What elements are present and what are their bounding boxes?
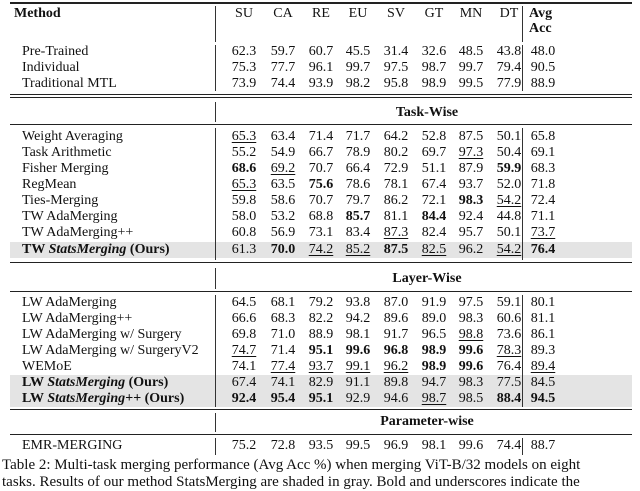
table-cell: 50.1: [496, 225, 522, 240]
table-cell: 67.4: [421, 177, 447, 192]
table-cell: 45.5: [345, 44, 371, 59]
table-cell: 77.7: [270, 60, 296, 75]
table-cell: 79.2: [308, 295, 334, 310]
table-cell: 68.6: [231, 161, 257, 176]
header-col-sv: SV: [387, 6, 405, 21]
table-cell: 62.3: [231, 44, 257, 59]
table-cell: 69.8: [231, 327, 257, 342]
table-cell: 48.0: [530, 44, 556, 59]
table-cell: 66.4: [345, 161, 371, 176]
table-row: [10, 60, 632, 76]
table-row: [10, 242, 632, 258]
method-name-part: StatsMerging: [48, 242, 127, 257]
table-cell: 91.9: [421, 295, 447, 310]
table-cell: 87.5: [383, 242, 409, 257]
table-row: [10, 44, 632, 60]
table-row: [10, 343, 632, 359]
table-cell: 87.5: [458, 129, 484, 144]
table-cell: 98.8: [458, 327, 484, 342]
table-cell: 81.1: [530, 311, 556, 326]
table-cell: 69.7: [421, 145, 447, 160]
table-cell: 51.1: [421, 161, 447, 176]
table-cell: 54.2: [496, 242, 522, 257]
table-cell: 73.1: [308, 225, 334, 240]
table-cell: 98.3: [458, 375, 484, 390]
table-cell: 97.3: [458, 145, 484, 160]
table-cell: 91.7: [383, 327, 409, 342]
table-cell: 73.6: [496, 327, 522, 342]
table-row: [10, 145, 632, 161]
table-cell: 99.7: [458, 60, 484, 75]
table-cell: 59.1: [496, 295, 522, 310]
table-cell: 79.4: [496, 60, 522, 75]
method-name: [22, 242, 170, 258]
table-cell: 78.9: [345, 145, 371, 160]
table-cell: 96.9: [383, 438, 409, 453]
table-cell: 68.3: [270, 311, 296, 326]
header-col-ca: CA: [273, 6, 293, 21]
table-cell: 73.7: [530, 225, 556, 240]
table-cell: 99.6: [458, 359, 484, 374]
table-cell: 65.8: [530, 129, 556, 144]
table-row: [10, 193, 632, 209]
table-cell: 64.5: [231, 295, 257, 310]
avg-line2: Acc: [529, 21, 552, 36]
table-row: [10, 438, 632, 454]
method-name: WEMoE: [22, 359, 72, 374]
header-avg-acc: [529, 6, 569, 36]
table-cell: 99.6: [458, 438, 484, 453]
table-cell: 92.9: [345, 391, 371, 406]
table-cell: 95.1: [308, 343, 334, 358]
method-name-part: LW: [22, 391, 48, 406]
table-cell: 75.6: [308, 177, 334, 192]
table-cell: 69.2: [270, 161, 296, 176]
table-cell: 72.9: [383, 161, 409, 176]
method-name: RegMean: [22, 177, 77, 192]
method-name: Pre-Trained: [22, 44, 89, 59]
header-col-eu: EU: [348, 6, 368, 21]
table-cell: 90.5: [530, 60, 556, 75]
table-cell: 74.4: [496, 438, 522, 453]
method-name: Traditional MTL: [22, 76, 117, 91]
table-cell: 88.9: [530, 76, 556, 91]
table-cell: 71.8: [530, 177, 556, 192]
table-cell: 99.6: [345, 343, 371, 358]
table-row: [10, 129, 632, 145]
caption-line-2: tasks. Results of our method StatsMerging are shaded in gray. Bold and underscores indicate the: [2, 474, 580, 490]
table-cell: 98.1: [421, 438, 447, 453]
table-cell: 97.5: [383, 60, 409, 75]
table-cell: 97.5: [458, 295, 484, 310]
table-cell: 99.5: [345, 438, 371, 453]
table-cell: 92.4: [458, 209, 484, 224]
header-method: Method: [14, 6, 61, 21]
header-col-mn: MN: [459, 6, 483, 21]
table-cell: 67.4: [231, 375, 257, 390]
header-col-dt: DT: [499, 6, 519, 21]
table-cell: 82.2: [308, 311, 334, 326]
table-cell: 78.1: [383, 177, 409, 192]
table-cell: 60.6: [496, 311, 522, 326]
header-col-re: RE: [312, 6, 330, 21]
table-cell: 95.4: [270, 391, 296, 406]
table-cell: 74.4: [270, 76, 296, 91]
table-cell: 89.8: [383, 375, 409, 390]
table-cell: 99.5: [458, 76, 484, 91]
table-cell: 70.7: [308, 193, 334, 208]
table-cell: 99.6: [458, 343, 484, 358]
table-cell: 56.9: [270, 225, 296, 240]
table-cell: 76.4: [530, 242, 556, 257]
method-name-part: (Ours): [126, 242, 170, 257]
table-cell: 43.8: [496, 44, 522, 59]
table-cell: 89.4: [530, 359, 556, 374]
table-cell: 91.1: [345, 375, 371, 390]
rule: [10, 262, 632, 263]
table-cell: 88.9: [308, 327, 334, 342]
table-cell: 59.8: [231, 193, 257, 208]
table-cell: 98.9: [421, 76, 447, 91]
table-cell: 52.0: [496, 177, 522, 192]
rule: [10, 291, 632, 292]
rule: [10, 434, 632, 435]
method-name-part: StatsMerging++: [47, 391, 142, 406]
table-cell: 72.8: [270, 438, 296, 453]
table-cell: 84.5: [530, 375, 556, 390]
table-cell: 72.1: [421, 193, 447, 208]
table-cell: 87.0: [383, 295, 409, 310]
method-name-part: (Ours): [125, 375, 169, 390]
method-name: TW AdaMerging: [22, 209, 118, 224]
table-cell: 66.7: [308, 145, 334, 160]
method-name-part: (Ours): [141, 391, 185, 406]
table-cell: 88.7: [530, 438, 556, 453]
table-cell: 93.7: [458, 177, 484, 192]
table-cell: 88.4: [496, 391, 522, 406]
table-cell: 98.1: [345, 327, 371, 342]
table-cell: 74.1: [270, 375, 296, 390]
table-cell: 98.9: [421, 359, 447, 374]
table-cell: 93.8: [345, 295, 371, 310]
table-cell: 89.0: [421, 311, 447, 326]
double-rule-b: [10, 97, 632, 98]
table-cell: 86.1: [530, 327, 556, 342]
header-col-gt: GT: [424, 6, 444, 21]
table-cell: 74.2: [308, 242, 334, 257]
table-cell: 60.8: [231, 225, 257, 240]
table-cell: 95.7: [458, 225, 484, 240]
table-cell: 52.8: [421, 129, 447, 144]
table-cell: 85.7: [345, 209, 371, 224]
double-rule-a: [10, 94, 632, 95]
table-cell: 98.2: [345, 76, 371, 91]
table-cell: 93.7: [308, 359, 334, 374]
top-rule: [10, 2, 632, 4]
table-cell: 64.2: [383, 129, 409, 144]
table-cell: 95.8: [383, 76, 409, 91]
method-name: [22, 391, 184, 407]
table-row: [10, 391, 632, 407]
table-cell: 74.1: [231, 359, 257, 374]
table-cell: 73.9: [231, 76, 257, 91]
table-cell: 53.2: [270, 209, 296, 224]
table-cell: 59.9: [496, 161, 522, 176]
table-cell: 61.3: [231, 242, 257, 257]
method-name: LW AdaMerging: [22, 295, 117, 310]
table-cell: 68.3: [530, 161, 556, 176]
table-cell: 96.1: [308, 60, 334, 75]
table-row: [10, 76, 632, 92]
table-row: [10, 225, 632, 241]
table-cell: 94.7: [421, 375, 447, 390]
table-cell: 60.7: [308, 44, 334, 59]
section-parameter-wise: Parameter-wise: [380, 414, 474, 429]
table-cell: 94.5: [530, 391, 556, 406]
table-row: [10, 209, 632, 225]
table-cell: 89.6: [383, 311, 409, 326]
table-cell: 68.8: [308, 209, 334, 224]
table-row: [10, 177, 632, 193]
table-cell: 69.1: [530, 145, 556, 160]
table-cell: 59.7: [270, 44, 296, 59]
table-cell: 50.4: [496, 145, 522, 160]
table-cell: 98.3: [458, 311, 484, 326]
table-cell: 83.4: [345, 225, 371, 240]
table-cell: 71.7: [345, 129, 371, 144]
avg-line1: Avg: [529, 6, 553, 21]
table-cell: 68.1: [270, 295, 296, 310]
table-row: [10, 161, 632, 177]
section-layer-wise: Layer-Wise: [392, 271, 462, 286]
table-cell: 95.1: [308, 391, 334, 406]
table-cell: 87.3: [383, 225, 409, 240]
table-cell: 74.7: [231, 343, 257, 358]
table-cell: 98.7: [421, 60, 447, 75]
table-cell: 65.3: [231, 129, 257, 144]
table-cell: 58.6: [270, 193, 296, 208]
table-cell: 58.0: [231, 209, 257, 224]
caption-line-1: Table 2: Multi-task merging performance (Avg Acc %) when merging ViT-B/32 models on eight: [2, 457, 581, 473]
method-name-part: StatsMerging: [47, 375, 126, 390]
table-cell: 80.2: [383, 145, 409, 160]
method-name: Fisher Merging: [22, 161, 109, 176]
method-name: LW AdaMerging w/ Surgery: [22, 327, 182, 342]
table-cell: 87.9: [458, 161, 484, 176]
table-cell: 96.2: [383, 359, 409, 374]
table-row: [10, 295, 632, 311]
table-cell: 75.2: [231, 438, 257, 453]
table-cell: 54.2: [496, 193, 522, 208]
table-cell: 93.5: [308, 438, 334, 453]
method-name: TW AdaMerging++: [22, 225, 134, 240]
method-name: Ties-Merging: [22, 193, 99, 208]
method-name-part: LW: [22, 375, 48, 390]
section-task-wise: Task-Wise: [395, 105, 459, 120]
method-name: Weight Averaging: [22, 129, 123, 144]
table-cell: 54.9: [270, 145, 296, 160]
table-cell: 98.3: [458, 193, 484, 208]
table-cell: 31.4: [383, 44, 409, 59]
table-cell: 32.6: [421, 44, 447, 59]
table-cell: 78.3: [496, 343, 522, 358]
table-cell: 82.4: [421, 225, 447, 240]
table-cell: 98.7: [421, 391, 447, 406]
table-cell: 44.8: [496, 209, 522, 224]
method-name: LW AdaMerging++: [22, 311, 133, 326]
table-row: [10, 375, 632, 391]
table-cell: 71.4: [308, 129, 334, 144]
table-row: [10, 359, 632, 375]
table-cell: 70.0: [270, 242, 296, 257]
rule: [10, 409, 632, 410]
method-name: EMR-MERGING: [22, 438, 123, 453]
table-cell: 99.7: [345, 60, 371, 75]
table-cell: 63.5: [270, 177, 296, 192]
method-name: Individual: [22, 60, 80, 75]
table-cell: 76.4: [496, 359, 522, 374]
table-cell: 94.6: [383, 391, 409, 406]
table-cell: 96.8: [383, 343, 409, 358]
table-cell: 94.2: [345, 311, 371, 326]
table-cell: 80.1: [530, 295, 556, 310]
table-cell: 71.4: [270, 343, 296, 358]
table-cell: 50.1: [496, 129, 522, 144]
table-cell: 77.5: [496, 375, 522, 390]
table-cell: 84.4: [421, 209, 447, 224]
table-cell: 98.9: [421, 343, 447, 358]
table-cell: 82.9: [308, 375, 334, 390]
table-cell: 71.0: [270, 327, 296, 342]
table-cell: 77.9: [496, 76, 522, 91]
table-cell: 96.5: [421, 327, 447, 342]
table-cell: 92.4: [231, 391, 257, 406]
method-name: LW AdaMerging w/ SurgeryV2: [22, 343, 199, 358]
table-cell: 81.1: [383, 209, 409, 224]
table-cell: 78.6: [345, 177, 371, 192]
table-cell: 72.4: [530, 193, 556, 208]
table-cell: 79.7: [345, 193, 371, 208]
method-name-part: TW: [22, 242, 49, 257]
method-name: [22, 375, 168, 391]
rule: [10, 124, 632, 125]
table-cell: 75.3: [231, 60, 257, 75]
table-cell: 89.3: [530, 343, 556, 358]
header-col-su: SU: [235, 6, 253, 21]
table-cell: 71.1: [530, 209, 556, 224]
table-cell: 66.6: [231, 311, 257, 326]
table-cell: 63.4: [270, 129, 296, 144]
table-cell: 77.4: [270, 359, 296, 374]
table-row: [10, 327, 632, 343]
table-cell: 96.2: [458, 242, 484, 257]
table-row: [10, 311, 632, 327]
table-cell: 86.2: [383, 193, 409, 208]
table-cell: 55.2: [231, 145, 257, 160]
method-name: Task Arithmetic: [22, 145, 112, 160]
table-cell: 98.5: [458, 391, 484, 406]
table-cell: 70.7: [308, 161, 334, 176]
table-cell: 93.9: [308, 76, 334, 91]
table-cell: 48.5: [458, 44, 484, 59]
table-cell: 85.2: [345, 242, 371, 257]
table-cell: 82.5: [421, 242, 447, 257]
table-cell: 65.3: [231, 177, 257, 192]
table-cell: 99.1: [345, 359, 371, 374]
